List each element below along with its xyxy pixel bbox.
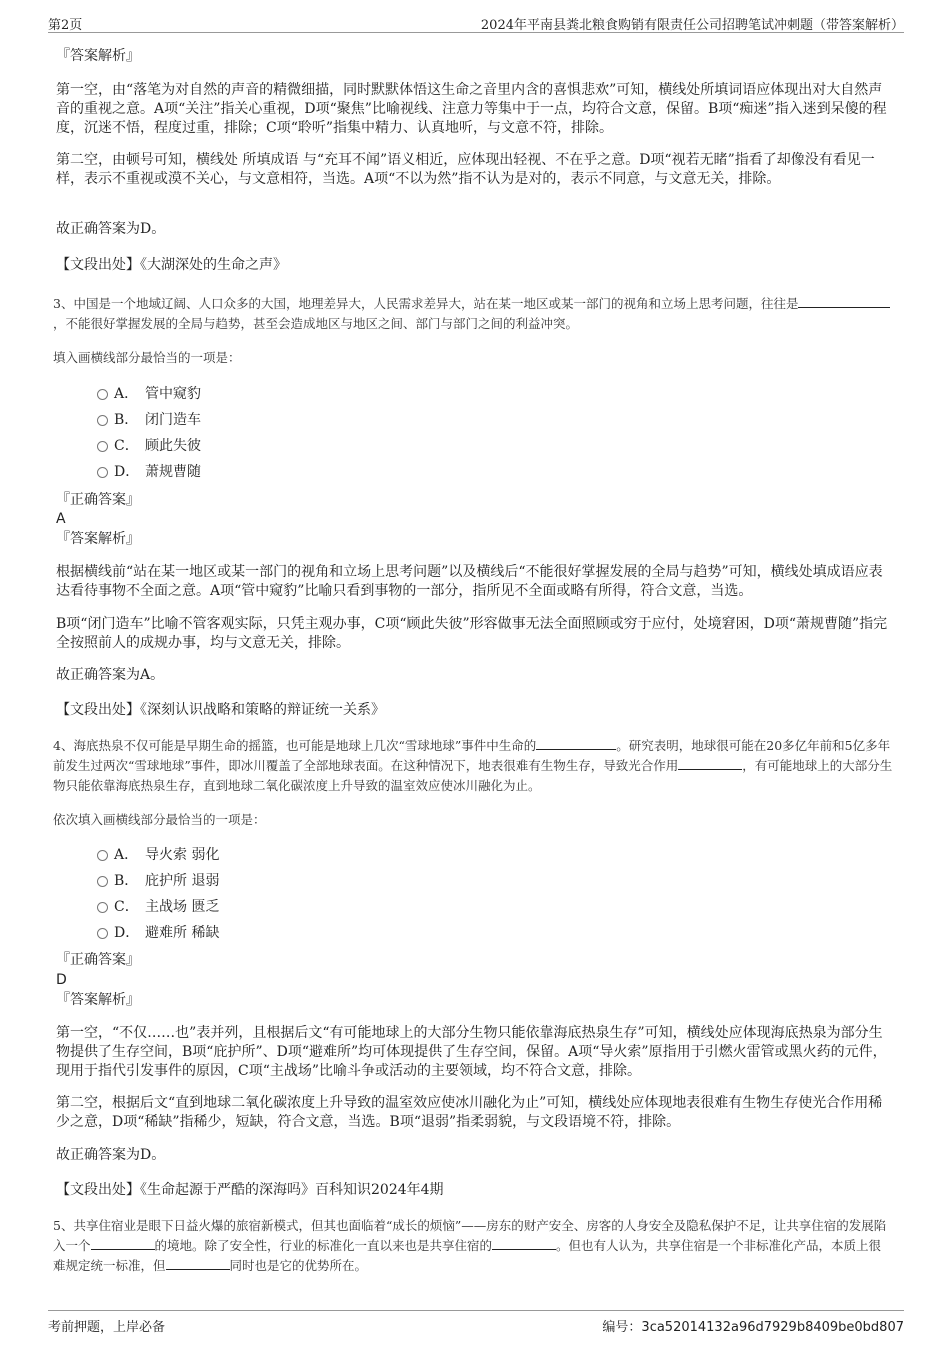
q3-blank [798,294,890,308]
radio-icon[interactable] [97,467,108,478]
q4-source: 【文段出处】《生命起源于严酷的深海吗》百科知识2024年4期 [56,1182,444,1198]
q3-option-a[interactable]: A． 管中窥豹 [56,381,456,407]
q4-option-d[interactable]: D． 避难所 稀缺 [56,920,456,946]
q5-stem: 5、共享住宿业是眼下日益火爆的旅宿新模式，但其也面临着“成长的烦恼”——房东的财产安全、房客的人身安全及隐私保护不足，让共享住宿的发展陷入一个 的境地。除了安全性，行业的标准化一直以来也是共享住宿的 。但也有人认为，共享住宿是一个非标准化产品，本质上很难规定统一标准，但 同时也是它的优势所在。 [53,1218,887,1273]
radio-icon[interactable] [97,389,108,400]
q3-options [56,381,456,485]
q3-option-b[interactable]: B． 闭门造车 [56,407,456,433]
q3-source: 【文段出处】《深刻认识战略和策略的辩证统一关系》 [56,702,385,718]
radio-icon[interactable] [97,415,108,426]
q3-correct-label: 『正确答案』 [56,492,140,508]
page-footer [48,1310,904,1334]
q2-source: 【文段出处】《大湖深处的生命之声》 [56,257,287,273]
q4-options [56,842,456,946]
radio-icon[interactable] [97,928,108,939]
q5-blank-2 [492,1236,556,1250]
radio-icon[interactable] [97,850,108,861]
q4-option-b[interactable]: B． 庇护所 退弱 [56,868,456,894]
q4-analysis-para2: 第二空，根据后文“直到地球二氧化碳浓度上升导致的温室效应使冰川融化为止”可知，横线处应体现地表很难有生物生存使光合作用稀少之意，D项“稀缺”指稀少，短缺，符合文意，当选。B项“退弱”指柔弱貌，与文段语境不符，排除。 [56,1095,883,1130]
q4-option-c[interactable]: C． 主战场 匮乏 [56,894,456,920]
radio-icon[interactable] [97,902,108,913]
q2-conclusion: 故正确答案为D。 [56,221,166,237]
q4-conclusion: 故正确答案为D。 [56,1147,166,1163]
q3-option-c[interactable]: C． 顾此失彼 [56,433,456,459]
page-number: 第2页 [48,18,83,33]
q4-blank-2 [678,756,742,770]
q4-option-a[interactable]: A． 导火索 弱化 [56,842,456,868]
q5-blank-3 [166,1256,230,1270]
q3-correct-answer: A [56,511,66,527]
q4-prompt: 依次填入画横线部分最恰当的一项是： [53,812,266,827]
q2-analysis-para2: 第二空，由顿号可知，横线处 所填成语 与“充耳不闻”语义相近，应体现出轻视、不在乎之意。D项“视若无睹”指看了却像没有看见一样，表示不重视或漠不关心，与文意相符，当选。A项“不以为然”指不认为是对的，表示不同意，与文意无关，排除。 [56,152,875,187]
q4-blank-1 [536,736,616,750]
q5-blank-1 [91,1236,155,1250]
q4-correct-label: 『正确答案』 [56,952,140,968]
q4-analysis-label: 『答案解析』 [56,992,140,1008]
radio-icon[interactable] [97,876,108,887]
radio-icon[interactable] [97,441,108,452]
q2-analysis-para1: 第一空，由“落笔为对自然的声音的精微细描，同时默默体悟这生命之音里内含的喜惧悲欢”可知，横线处所填词语应体现出对大自然声音的重视之意。A项“关注”指关心重视，D项“聚焦”比喻视线、注意力等集中于一点，均符合文意，保留。B项“痴迷”指入迷到呆傻的程度，沉迷不悟，程度过重，排除；C项“聆听”指集中精力、认真地听，与文意不符，排除。 [56,82,887,136]
q3-prompt: 填入画横线部分最恰当的一项是： [53,350,241,365]
q4-correct-answer: D [56,972,67,988]
q2-analysis-label: 『答案解析』 [56,48,140,64]
q3-option-d[interactable]: D． 萧规曹随 [56,459,456,485]
q4-stem: 4、海底热泉不仅可能是早期生命的摇篮，也可能是地球上几次“雪球地球”事件中生命的 。研究表明，地球很可能在20多亿年前和5亿多年前发生过两次“雪球地球”事件，即冰川覆盖了全部地球表面。在这种情况下，地表很难有生物生存，导致光合作用 ，有可能地球上的大部分生物只能依靠海底热泉生存，直到地球二氧化碳浓度上升导致的温室效应使冰川融化为止。 [53,738,893,793]
q3-analysis-para1: 根据横线前“站在某一地区或某一部门的视角和立场上思考问题”以及横线后“不能很好掌握发展的全局与趋势”可知，横线处填成语应表达看待事物不全面之意。A项“管中窥豹”比喻只看到事物的一部分，指所见不全面或略有所得，符合文意，当选。 [56,564,883,599]
q3-analysis-label: 『答案解析』 [56,531,140,547]
footer-slogan: 考前押题，上岸必备 [48,1320,166,1335]
q4-analysis-para1: 第一空，“不仅……也”表并列，且根据后文“有可能地球上的大部分生物只能依靠海底热泉生存”可知，横线处应体现海底热泉为部分生物提供了生存空间，B项“庇护所”、D项“避难所”均可体现提供了生存空间，保留。A项“导火索”原指用于引燃火雷管或黑火药的元件，现用于指代引发事件的原因，C项“主战场”比喻斗争或活动的主要领域，均不符合文意，排除。 [56,1025,887,1079]
document-title: 2024年平南县粪北粮食购销有限责任公司招聘笔试冲刺题（带答案解析） [480,18,904,33]
q3-conclusion: 故正确答案为A。 [56,667,165,683]
q3-stem: 3、中国是一个地域辽阔、人口众多的大国，地理差异大，人民需求差异大，站在某一地区或某一部门的视角和立场上思考问题，往往是，不能很好掌握发展的全局与趋势，甚至会造成地区与地区之间、部门与部门之间的利益冲突。 [53,294,893,334]
page-header [48,12,904,33]
footer-id: 编号：3ca52014132a96d7929b8409be0bd807 [602,1320,904,1335]
q3-analysis-para2: B项“闭门造车”比喻不管客观实际，只凭主观办事，C项“顾此失彼”形容做事无法全面照顾或穷于应付，处境窘困，D项“萧规曹随”指完全按照前人的成规办事，均与文意无关，排除。 [56,616,888,651]
